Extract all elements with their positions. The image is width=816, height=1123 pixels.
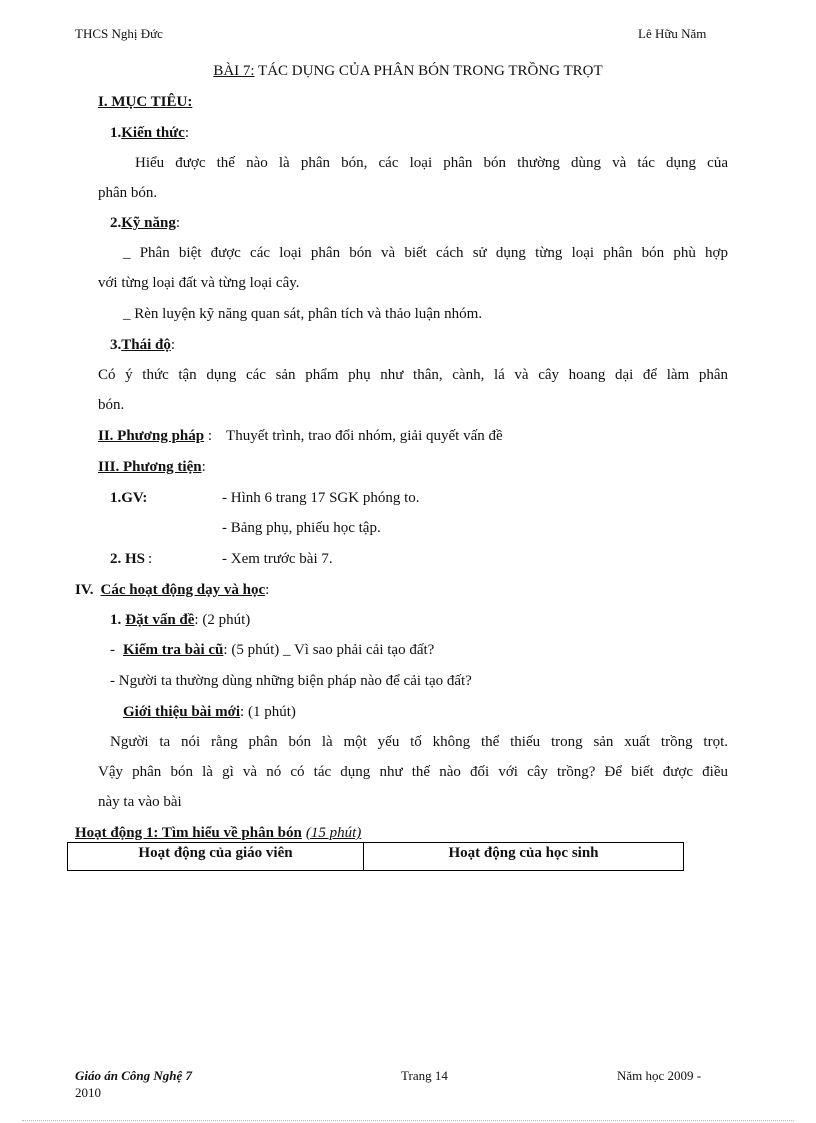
hs-colon: : xyxy=(148,551,153,567)
table-header-row xyxy=(68,843,684,871)
activity-table xyxy=(67,842,684,871)
gv-item-1: - Hình 6 trang 17 SGK phóng to. xyxy=(222,490,420,506)
attitude-line-1: Có ý thức tận dụng các sản phẩm phụ như thân, cành, lá và cây hoang dại để làm phân xyxy=(98,367,728,383)
newlesson-line xyxy=(123,703,296,721)
knowledge-num: 1. xyxy=(110,125,122,141)
section-1-heading: I. MỤC TIÊU: xyxy=(98,94,193,110)
section-2-text: Thuyết trình, trao đổi nhóm, giải quyết vấn đề xyxy=(226,428,503,444)
title-prefix: BÀI 7: xyxy=(213,63,255,79)
skills-line-3: _ Rèn luyện kỹ năng quan sát, phân tích và thảo luận nhóm. xyxy=(123,306,483,322)
knowledge-label: Kiến thức xyxy=(121,125,185,141)
skills-colon: : xyxy=(175,215,181,231)
attitude-heading xyxy=(110,336,175,354)
page-border xyxy=(22,1120,794,1121)
check-label: Kiểm tra bài cũ xyxy=(123,642,224,658)
knowledge-line-2: phân bón. xyxy=(98,185,158,201)
section-3-label: III. Phương tiện xyxy=(98,459,202,475)
intro-num: 1. xyxy=(110,612,122,628)
section-2-colon: : xyxy=(204,428,213,444)
skills-line-2: với từng loại đất và từng loại cây. xyxy=(98,275,300,291)
hs-label-wrap xyxy=(110,550,152,568)
section-3-colon: : xyxy=(201,459,206,475)
section-4-label: Các hoạt động dạy và học xyxy=(100,582,266,598)
section-4-colon: : xyxy=(265,582,270,598)
header-teacher: Lê Hữu Năm xyxy=(638,26,707,41)
gv-item-2: - Bảng phụ, phiếu học tập. xyxy=(222,520,381,536)
activity-1-label: Hoạt động 1: Tìm hiểu về phân bón xyxy=(75,825,302,841)
title-text: TÁC DỤNG CỦA PHÂN BÓN TRONG TRỒNG TRỌT xyxy=(254,63,603,79)
section-2 xyxy=(98,427,503,445)
attitude-line-2: bón. xyxy=(98,397,125,413)
table-col-student: Hoạt động của học sinh xyxy=(364,843,684,871)
newlesson-label: Giới thiệu bài mới xyxy=(123,704,241,720)
section-2-label: II. Phương pháp xyxy=(98,428,205,444)
section-3-heading xyxy=(98,458,206,476)
hs-item-1: - Xem trước bài 7. xyxy=(222,551,333,567)
footer-page: Trang 14 xyxy=(401,1068,448,1083)
attitude-num: 3. xyxy=(110,337,122,353)
hs-label: 2. HS xyxy=(110,551,146,567)
intro-line xyxy=(110,611,250,629)
activity-1-heading xyxy=(75,824,361,842)
skills-num: 2. xyxy=(110,215,122,231)
intro-rest: : (2 phút) xyxy=(194,612,251,628)
gv-label: 1.GV: xyxy=(110,490,148,506)
para-line-3: này ta vào bài xyxy=(98,794,182,810)
para-line-1: Người ta nói rằng phân bón là một yếu tố không thể thiếu trong sản xuất trồng trọt. xyxy=(110,734,728,750)
header-school: THCS Nghị Đức xyxy=(75,26,163,41)
question-2: - Người ta thường dùng những biện pháp nào để cải tạo đất? xyxy=(110,673,472,689)
check-rest: : (5 phút) _ Vì sao phải cải tạo đất? xyxy=(223,642,435,658)
check-line xyxy=(110,641,434,659)
intro-label: Đặt vấn đề xyxy=(125,612,195,628)
activity-1-time: (15 phút) xyxy=(305,825,362,841)
knowledge-line-1: Hiểu được thế nào là phân bón, các loại phân bón thường dùng và tác dụng của xyxy=(135,155,728,171)
skills-label: Kỹ năng xyxy=(121,215,176,231)
footer-year: Năm học 2009 - xyxy=(617,1068,702,1083)
newlesson-rest: : (1 phút) xyxy=(240,704,296,720)
section-4-heading xyxy=(75,581,269,599)
page-title xyxy=(0,62,816,80)
attitude-label: Thái độ xyxy=(121,337,171,353)
knowledge-heading xyxy=(110,124,189,142)
para-line-2: Vậy phân bón là gì và nó có tác dụng như thế nào đối với cây trồng? Để biết được điều xyxy=(98,764,728,780)
section-4-num: IV. xyxy=(75,582,94,598)
skills-heading xyxy=(110,214,180,232)
table-col-teacher: Hoạt động của giáo viên xyxy=(68,843,364,871)
check-dash: - xyxy=(110,642,115,658)
footer-left: Giáo án Công Nghệ 7 xyxy=(75,1068,193,1083)
skills-line-1: _ Phân biệt được các loại phân bón và biết cách sử dụng từng loại phân bón phù hợp xyxy=(123,245,728,261)
attitude-colon: : xyxy=(170,337,176,353)
knowledge-colon: : xyxy=(184,125,190,141)
footer-year-end: 2010 xyxy=(75,1085,101,1100)
